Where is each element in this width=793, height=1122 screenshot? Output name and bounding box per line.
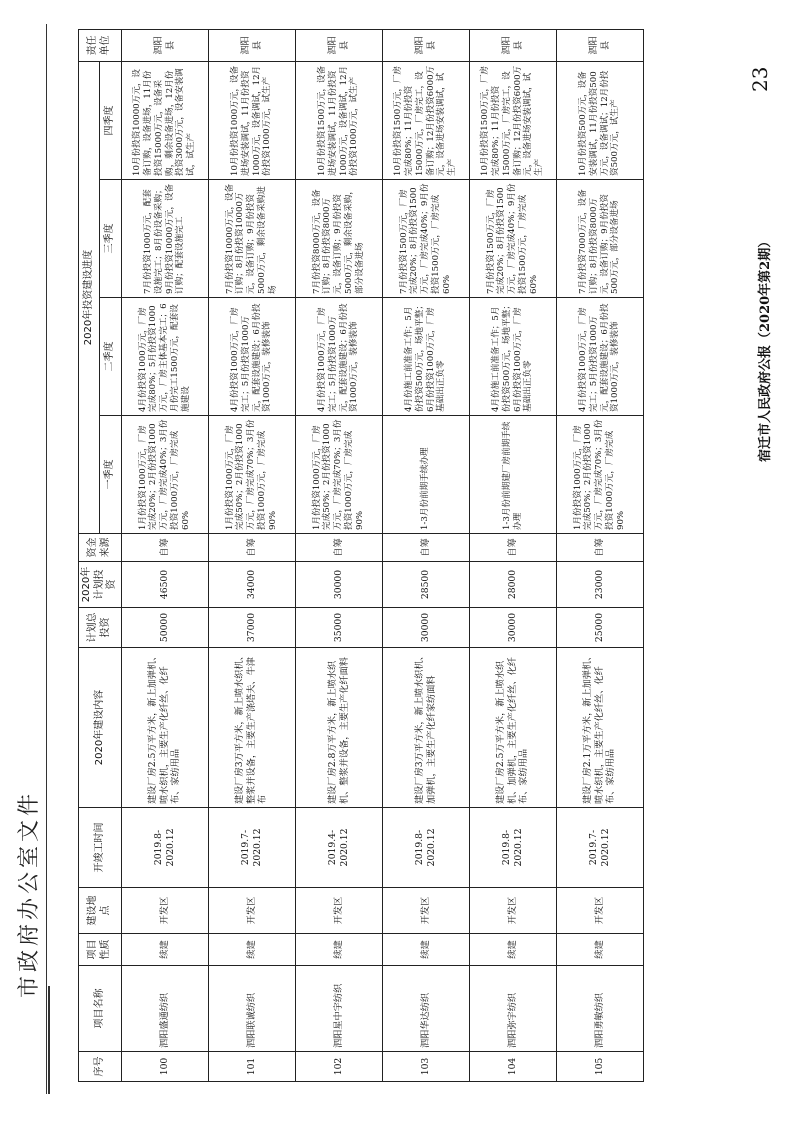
cell-seq: 101 — [208, 1052, 295, 1082]
cell-source: 自筹 — [382, 534, 469, 562]
cell-content: 建设厂房2.1万平方米，新上加弹机、喷水织机，主要生产化纤丝、化纤布、家纺用品 — [556, 648, 643, 808]
cell-location: 开发区 — [556, 888, 643, 934]
cell-q3: 7月份投资10000万元，设备订购；8月份投资10000万元，设备订购；9月份投资5000万元，剩余设备采购进场 — [208, 180, 295, 298]
col-header-period: 开竣工时间 — [79, 808, 122, 888]
cell-q4: 10月份投资1500万元，厂房完成80%；11月份投资15000万元，厂房完工，设备订购；12月份投资6000万元，设备进场安装调试，试生产 — [382, 61, 469, 179]
cell-q2: 4月份施工前准备工作；5月份投资500万元，场地平整；6月份投资1000万元，厂房基础出正负零 — [469, 298, 556, 416]
cell-location: 开发区 — [382, 888, 469, 934]
header-rule — [46, 24, 47, 1094]
col-header-seq: 序号 — [79, 1052, 122, 1082]
cell-name: 泗阳华达纺织 — [382, 966, 469, 1052]
cell-source: 自筹 — [295, 534, 382, 562]
col-header-source: 资金来源 — [79, 534, 122, 562]
cell-total: 25000 — [556, 608, 643, 648]
investment-table — [78, 29, 644, 1082]
cell-location: 开发区 — [295, 888, 382, 934]
cell-unit: 泗阳县 — [469, 29, 556, 61]
cell-q3: 7月份投资1500万元，厂房完成20%；8月份投资1500万元，厂房完成40%；9月份投资1500万元，厂房完成60% — [469, 180, 556, 298]
cell-q1: 1月份投资1000万元，厂房完成50%；2月份投资1000万元，厂房完成70%；3月份投资1000万元，厂房完成90% — [556, 416, 643, 534]
col-header-q4: 四季度 — [100, 61, 121, 179]
cell-name: 泗阳弥宇纺织 — [469, 966, 556, 1052]
cell-location: 开发区 — [469, 888, 556, 934]
cell-seq: 104 — [469, 1052, 556, 1082]
table-row — [121, 29, 208, 1081]
cell-seq: 103 — [382, 1052, 469, 1082]
cell-q1: 1-3月份前期建厂房前期手续办理 — [469, 416, 556, 534]
cell-unit: 泗阳县 — [295, 29, 382, 61]
cell-q3: 7月份投资8000万元，设备订购；8月份投资8000万元，设备订购；9月份投资5000万元，剩余设备采购，部分设备进场 — [295, 180, 382, 298]
cell-name: 泗阳盛通纺织 — [121, 966, 208, 1052]
col-header-content: 2020年建设内容 — [79, 648, 122, 808]
header-rule-thick — [48, 986, 50, 1094]
page-header — [10, 8, 50, 1108]
cell-period: 2019.8-2020.12 — [469, 808, 556, 888]
col-header-q3: 三季度 — [100, 180, 121, 298]
cell-q1: 1月份投资1000万元，厂房完成20%；2月份投资1000万元，厂房完成40%；3月份投资1000万元，厂房完成60% — [121, 416, 208, 534]
cell-q2: 4月份投资1000万元，厂房完成80%；5月份投资1000万元，厂房主体基本完工；6月份完工1500万元，配套设施建设 — [121, 298, 208, 416]
cell-content: 建设厂房2.8万平方米，新上喷水织机、整浆并设备，主要生产化纤面料 — [295, 648, 382, 808]
cell-period: 2019.7-2020.12 — [556, 808, 643, 888]
table-row — [382, 29, 469, 1081]
cell-name: 泗阳联诚纺织 — [208, 966, 295, 1052]
cell-nature: 续建 — [556, 934, 643, 966]
cell-unit: 泗阳县 — [121, 29, 208, 61]
cell-q2: 4月份投资1000万元，厂房完工；5月份投资1000万元，配套设施建设；6月份投资1000万元，装修装饰 — [208, 298, 295, 416]
col-header-location: 建设地点 — [79, 888, 122, 934]
col-header-plan2020: 2020年计划投资 — [79, 562, 122, 608]
cell-location: 开发区 — [121, 888, 208, 934]
cell-nature: 续建 — [208, 934, 295, 966]
cell-q2: 4月份投资1000万元，厂房完工；5月份投资1000万元，配套设施建设；6月份投资1000万元，装修装饰 — [556, 298, 643, 416]
cell-q1: 1月份投资1000万元，厂房完成50%；2月份投资1000万元，厂房完成70%；3月份投资1000万元，厂房完成90% — [295, 416, 382, 534]
cell-source: 自筹 — [121, 534, 208, 562]
cell-unit: 泗阳县 — [556, 29, 643, 61]
cell-q4: 10月份投资1500万元，设备进场安装调试，11月份投资1000万元，设备调试，12月份投资1000万元，试生产 — [295, 61, 382, 179]
cell-period: 2019.8-2020.12 — [121, 808, 208, 888]
cell-q3: 7月份投资1000万元，配套设施完工；8月份设备采购；9月份投资10000万元，设备订购；配套设施完工 — [121, 180, 208, 298]
cell-name: 泗阳勇敏纺织 — [556, 966, 643, 1052]
cell-total: 30000 — [382, 608, 469, 648]
header-row-1 — [79, 29, 100, 1081]
cell-seq: 105 — [556, 1052, 643, 1082]
cell-plan2020: 30000 — [295, 562, 382, 608]
cell-q4: 10月份投资500万元，设备安装调试，11月份投资500万元，设备调试；12月份投资500万元，试生产 — [556, 61, 643, 179]
cell-nature: 续建 — [382, 934, 469, 966]
cell-plan2020: 46500 — [121, 562, 208, 608]
col-header-progress: 2020年投资建设进度 — [79, 61, 100, 533]
cell-content: 建设厂房3万平方米，新上喷水织机、加弹机，主要生产化纤家纺面料 — [382, 648, 469, 808]
cell-total: 35000 — [295, 608, 382, 648]
table-row — [208, 29, 295, 1081]
cell-period: 2019.8-2020.12 — [382, 808, 469, 888]
cell-plan2020: 28000 — [469, 562, 556, 608]
col-header-q1: 一季度 — [100, 416, 121, 534]
col-header-nature: 项目性质 — [79, 934, 122, 966]
cell-q3: 7月份投资1500万元，厂房完成20%；8月份投资1500万元，厂房完成40%；9月份投资1500万元，厂房完成60% — [382, 180, 469, 298]
cell-plan2020: 23000 — [556, 562, 643, 608]
cell-nature: 续建 — [469, 934, 556, 966]
table-row — [556, 29, 643, 1081]
table-row — [469, 29, 556, 1081]
cell-seq: 100 — [121, 1052, 208, 1082]
col-header-unit: 责任单位 — [79, 29, 122, 61]
cell-total: 50000 — [121, 608, 208, 648]
table-row — [295, 29, 382, 1081]
cell-q2: 4月份投资1000万元，厂房完工；5月份投资1000万元，配套设施建设；6月份投资1000万元，装修装饰 — [295, 298, 382, 416]
publication-name: 宿迁市人民政府公报（2020年第2期） — [758, 234, 773, 462]
cell-total: 30000 — [469, 608, 556, 648]
cell-period: 2019.7-2020.12 — [208, 808, 295, 888]
cell-q1: 1月份投资1000万元，厂房完成50%；2月份投资1000万元，厂房完成70%；3月份投资1000万元，厂房完成90% — [208, 416, 295, 534]
cell-source: 自筹 — [469, 534, 556, 562]
cell-source: 自筹 — [208, 534, 295, 562]
cell-nature: 续建 — [295, 934, 382, 966]
cell-unit: 泗阳县 — [208, 29, 295, 61]
col-header-total: 计划总投资 — [79, 608, 122, 648]
cell-content: 建设厂房2.5万平方米，新上喷水织机、加弹机，主要生产化纤丝、化纤布、家纺用品 — [469, 648, 556, 808]
cell-content: 建设厂房3万平方米，新上喷水织机、整浆并设备，主要生产涤塔夫、牛津布 — [208, 648, 295, 808]
col-header-q2: 二季度 — [100, 298, 121, 416]
cell-plan2020: 34000 — [208, 562, 295, 608]
page-number: 23 — [748, 66, 772, 92]
cell-q4: 10月份投资1500万元，厂房完成80%；11月份投资15000万元，厂房完工，设备订购；12月份投资6000万元，设备进场安装调试，试生产 — [469, 61, 556, 179]
cell-unit: 泗阳县 — [382, 29, 469, 61]
col-header-name: 项目名称 — [79, 966, 122, 1052]
cell-plan2020: 28500 — [382, 562, 469, 608]
cell-q1: 1-3月份前期手续办理 — [382, 416, 469, 534]
cell-location: 开发区 — [208, 888, 295, 934]
cell-content: 建设厂房2.5万平方米，新上加弹机、喷水织机，主要生产化纤丝、化纤布、家纺用品 — [121, 648, 208, 808]
cell-q4: 10月份投资1000万元，设备进场安装调试，11月份投资1000万元，设备调试，12月份投资1000万元，试生产 — [208, 61, 295, 179]
cell-period: 2019.4-2020.12 — [295, 808, 382, 888]
cell-seq: 102 — [295, 1052, 382, 1082]
cell-q2: 4月份施工前准备工作；5月份投资500万元，场地平整；6月份投资1000万元，厂房基础出正负零 — [382, 298, 469, 416]
cell-q3: 7月份投资7000万元，设备订购；8月份投资8000万元，设备订购；9月份投资500万元，部分设备进场 — [556, 180, 643, 298]
cell-total: 37000 — [208, 608, 295, 648]
cell-nature: 续建 — [121, 934, 208, 966]
page-footer — [746, 0, 786, 1122]
cell-q4: 10月份投资10000万元，设备订购，设备进场，11月份投资15000万元，设备采购，剩余设备进场，12月份投资3000万元，设备安装调试，试生产 — [121, 61, 208, 179]
cell-source: 自筹 — [556, 534, 643, 562]
cell-name: 泗阳星中宇纺织 — [295, 966, 382, 1052]
header-title: 市政府办公室文件 — [17, 789, 42, 998]
